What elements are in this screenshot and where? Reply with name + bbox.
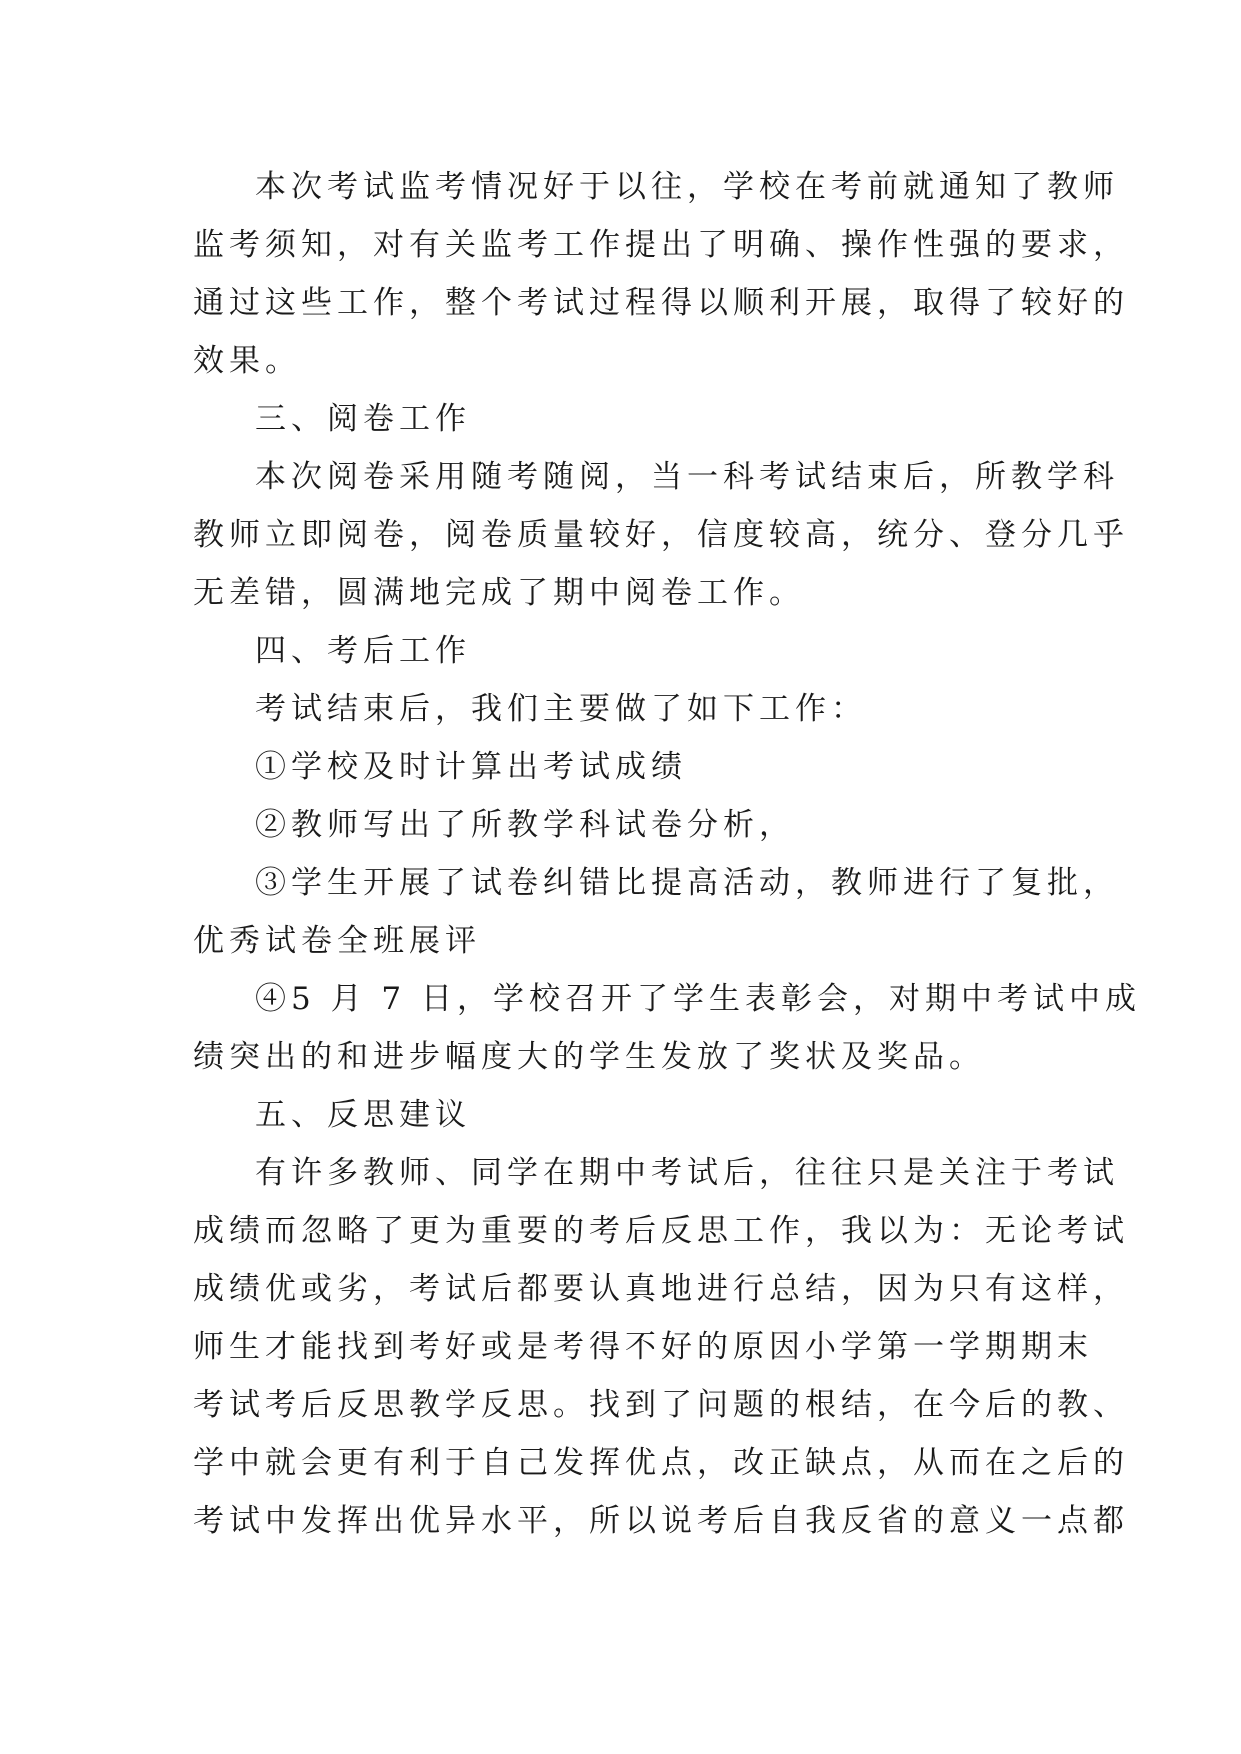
- paragraph-line: 监考须知，对有关监考工作提出了明确、操作性强的要求，: [193, 227, 1129, 263]
- list-item: ③学生开展了试卷纠错比提高活动，教师进行了复批，: [255, 865, 1119, 901]
- section-heading: 五、反思建议: [255, 1097, 471, 1133]
- list-item: ①学校及时计算出考试成绩: [255, 749, 687, 785]
- paragraph-line: 通过这些工作，整个考试过程得以顺利开展，取得了较好的: [193, 285, 1129, 321]
- paragraph-line: 考试中发挥出优异水平，所以说考后自我反省的意义一点都: [193, 1503, 1129, 1539]
- paragraph-line: 成绩优或劣，考试后都要认真地进行总结，因为只有这样，: [193, 1271, 1129, 1307]
- list-item-continuation: 绩突出的和进步幅度大的学生发放了奖状及奖品。: [193, 1039, 985, 1075]
- list-item: ④5 月 7 日，学校召开了学生表彰会，对期中考试中成: [255, 981, 1142, 1017]
- paragraph-line: 效果。: [193, 343, 301, 379]
- list-item: ②教师写出了所教学科试卷分析，: [255, 807, 795, 843]
- section-heading: 四、考后工作: [255, 633, 471, 669]
- body-text: [193, 158, 1142, 1550]
- paragraph-line: 本次考试监考情况好于以往，学校在考前就通知了教师: [255, 169, 1119, 205]
- paragraph-line: 考试结束后，我们主要做了如下工作：: [255, 691, 867, 727]
- paragraph-line: 本次阅卷采用随考随阅，当一科考试结束后，所教学科: [255, 459, 1119, 495]
- section-heading: 三、阅卷工作: [255, 401, 471, 437]
- paragraph-line: 成绩而忽略了更为重要的考后反思工作，我以为：无论考试: [193, 1213, 1129, 1249]
- paragraph-line: 有许多教师、同学在期中考试后，往往只是关注于考试: [255, 1155, 1119, 1191]
- paragraph-line: 师生才能找到考好或是考得不好的原因小学第一学期期末: [193, 1329, 1093, 1365]
- paragraph-line: 无差错，圆满地完成了期中阅卷工作。: [193, 575, 805, 611]
- paragraph-line: 考试考后反思教学反思。找到了问题的根结，在今后的教、: [193, 1387, 1129, 1423]
- list-item-continuation: 优秀试卷全班展评: [193, 923, 481, 959]
- paragraph-line: 教师立即阅卷，阅卷质量较好，信度较高，统分、登分几乎: [193, 517, 1129, 553]
- paragraph-line: 学中就会更有利于自己发挥优点，改正缺点，从而在之后的: [193, 1445, 1129, 1481]
